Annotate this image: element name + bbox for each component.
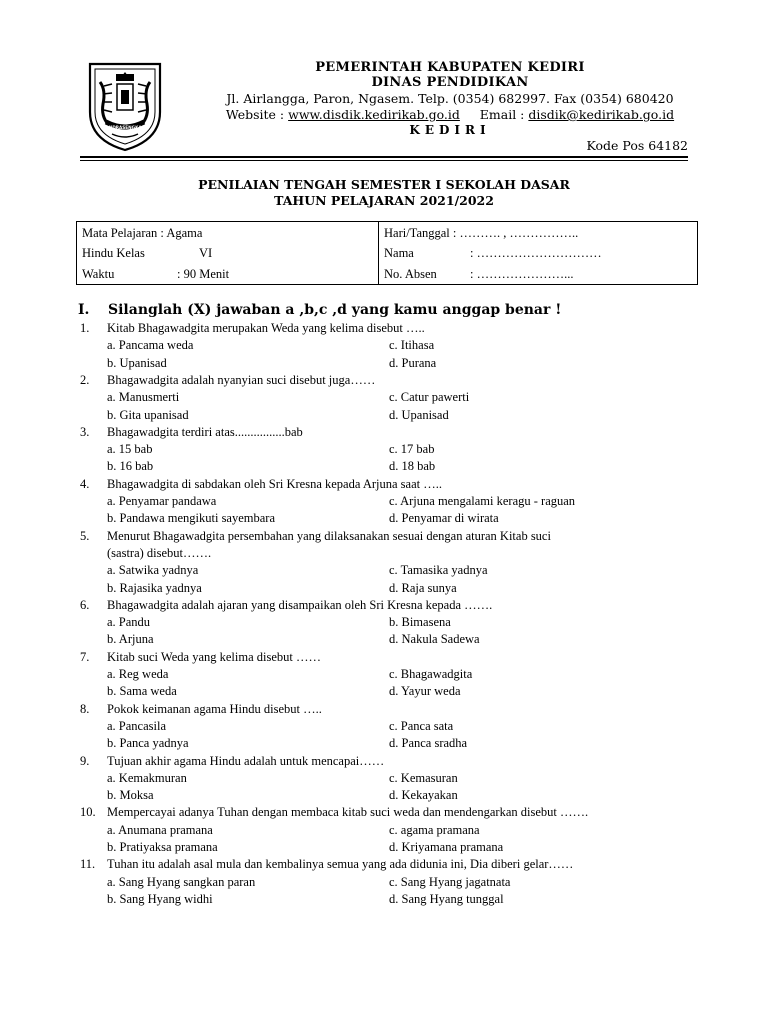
option-d[interactable]: d. Panca sradha <box>389 736 468 751</box>
option-d[interactable]: d. Kriyamana pramana <box>389 840 504 854</box>
option-b[interactable]: b. 16 bab <box>107 459 154 474</box>
option-d[interactable]: d. Penyamar di wirata <box>389 511 499 526</box>
date-field[interactable]: Hari/Tanggal : ………. , …………….. <box>384 226 579 240</box>
option-c[interactable]: c. 17 bab <box>389 442 435 457</box>
website-link[interactable]: www.disdik.kedirikab.go.id <box>288 107 460 122</box>
question-number: 8. <box>80 701 90 716</box>
question-text: (sastra) disebut……. <box>107 545 212 560</box>
option-c[interactable]: c. Kemasuran <box>389 770 458 785</box>
option-b[interactable]: b. Rajasika yadnya <box>107 580 202 595</box>
time-label: Waktu <box>82 267 115 281</box>
question-text: Kitab Bhagawadgita merupakan Weda yang kelima disebut ….. <box>107 321 425 335</box>
question-text: Bhagawadgita terdiri atas................bab <box>107 424 303 439</box>
option-c[interactable]: c. Sang Hyang jagatnata <box>389 874 511 889</box>
option-c[interactable]: c. Tamasika yadnya <box>389 563 488 578</box>
name-field[interactable]: : ………………………… <box>470 246 602 260</box>
class-label: Hindu Kelas <box>82 246 145 260</box>
option-b[interactable]: b. Panca yadnya <box>107 736 189 751</box>
option-a[interactable]: a. Pancasila <box>107 718 167 733</box>
question-number: 2. <box>80 372 90 387</box>
option-b[interactable]: b. Sama weda <box>107 684 177 699</box>
question-number: 9. <box>80 753 90 768</box>
header-city: KEDIRI <box>409 123 491 137</box>
option-d[interactable]: d. Kekayakan <box>389 788 458 803</box>
option-a[interactable]: a. Satwika yadnya <box>107 563 199 578</box>
name-label: Nama <box>384 246 414 260</box>
option-d[interactable]: d. Sang Hyang tunggal <box>389 891 504 906</box>
question-text: Mempercayai adanya Tuhan dengan membaca kitab suci weda dan mendengarkan disebut ……. <box>107 805 589 820</box>
question-number: 10. <box>80 805 96 820</box>
option-a[interactable]: a. Manusmerti <box>107 390 180 405</box>
option-d[interactable]: d. Nakula Sadewa <box>389 632 480 647</box>
svg-text:CANDRASENGKALA: CANDRASENGKALA <box>102 125 148 130</box>
option-c[interactable]: c. Arjuna mengalami keragu - raguan <box>389 494 576 508</box>
option-c[interactable]: c. Catur pawerti <box>389 390 470 405</box>
absen-field[interactable]: : …………………... <box>470 267 574 281</box>
option-b[interactable]: b. Sang Hyang widhi <box>107 891 213 906</box>
option-d[interactable]: d. 18 bab <box>389 459 436 474</box>
option-c[interactable]: c. Itihasa <box>389 338 435 353</box>
section-number: I. <box>78 302 90 318</box>
question-text: Bhagawadgita di sabdakan oleh Sri Kresna kepada Arjuna saat ….. <box>107 476 442 491</box>
question-text: Kitab suci Weda yang kelima disebut …… <box>107 649 321 664</box>
question-number: 7. <box>80 649 90 664</box>
option-d[interactable]: d. Purana <box>389 355 437 370</box>
subject-field: Mata Pelajaran : Agama <box>82 226 203 240</box>
option-a[interactable]: a. Penyamar pandawa <box>107 494 217 508</box>
email-label: Email : <box>479 107 529 122</box>
question-text: Tuhan itu adalah asal mula dan kembalinya semua yang ada didunia ini, Dia diberi gelar…… <box>107 857 574 872</box>
header-government: PEMERINTAH KABUPATEN KEDIRI <box>315 60 585 75</box>
option-c[interactable]: c. agama pramana <box>389 822 480 837</box>
website-label: Website : <box>225 107 289 122</box>
option-a[interactable]: a. Pandu <box>107 615 151 630</box>
header-address: Jl. Airlangga, Paron, Ngasem. Telp. (0354) 682997. Fax (0354) 680420 <box>226 91 674 106</box>
option-b[interactable]: b. Upanisad <box>107 355 167 370</box>
question-number: 1. <box>80 321 90 335</box>
section-instruction: Silanglah (X) jawaban a ,b,c ,d yang kamu anggap benar ! <box>108 302 562 318</box>
option-a[interactable]: a. Anumana pramana <box>107 822 213 837</box>
option-b[interactable]: b. Gita upanisad <box>107 407 189 422</box>
option-a[interactable]: a. 15 bab <box>107 442 153 457</box>
time-value: : 90 Menit <box>177 267 230 281</box>
option-b[interactable]: b. Arjuna <box>107 632 154 647</box>
option-d[interactable]: d. Raja sunya <box>389 580 457 595</box>
option-c[interactable]: c. Panca sata <box>389 718 454 733</box>
class-value: VI <box>199 246 213 260</box>
exam-title: PENILAIAN TENGAH SEMESTER I SEKOLAH DASAR <box>198 177 570 192</box>
question-number: 11. <box>80 857 96 872</box>
question-text: Menurut Bhagawadgita persembahan yang dilaksanakan sesuai dengan aturan Kitab suci <box>107 528 551 543</box>
question-number: 4. <box>80 476 90 491</box>
question-number: 5. <box>80 528 90 543</box>
header-department: DINAS PENDIDIKAN <box>371 75 529 90</box>
option-b[interactable]: b. Pratiyaksa pramana <box>107 840 218 854</box>
question-number: 3. <box>80 424 90 439</box>
option-d[interactable]: d. Yayur weda <box>389 684 461 699</box>
option-a[interactable]: a. Pancama weda <box>107 338 194 353</box>
option-c[interactable]: c. Bhagawadgita <box>389 667 473 681</box>
question-text: Tujuan akhir agama Hindu adalah untuk mencapai…… <box>107 753 385 768</box>
question-number: 6. <box>80 597 90 612</box>
absen-label: No. Absen <box>384 267 437 281</box>
option-b[interactable]: b. Moksa <box>107 788 154 803</box>
option-b[interactable]: b. Pandawa mengikuti sayembara <box>107 511 276 526</box>
question-text: Bhagawadgita adalah ajaran yang disampaikan oleh Sri Kresna kepada ……. <box>107 597 493 612</box>
exam-year: TAHUN PELAJARAN 2021/2022 <box>274 193 494 208</box>
email-link[interactable]: disdik@kedirikab.go.id <box>528 107 675 122</box>
option-a[interactable]: a. Kemakmuran <box>107 770 187 785</box>
option-a[interactable]: a. Reg weda <box>107 667 169 681</box>
question-text: Bhagawadgita adalah nyanyian suci disebut juga…… <box>107 372 376 387</box>
option-a[interactable]: a. Sang Hyang sangkan paran <box>107 874 256 889</box>
question-text: Pokok keimanan agama Hindu disebut ….. <box>107 701 322 716</box>
option-c[interactable]: b. Bimasena <box>389 615 451 630</box>
option-d[interactable]: d. Upanisad <box>389 407 449 422</box>
postal-code: Kode Pos 64182 <box>586 138 688 153</box>
